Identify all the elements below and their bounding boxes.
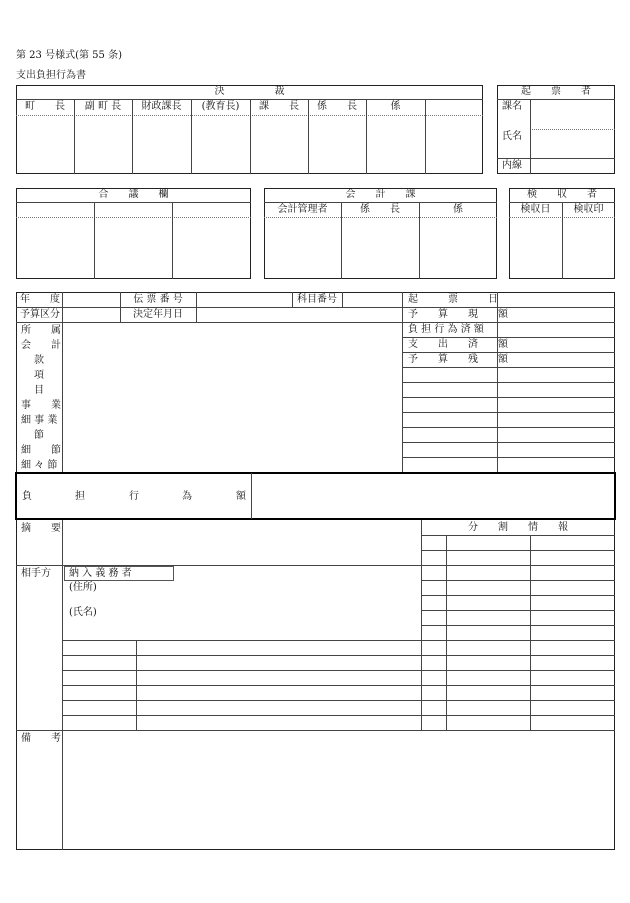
account-code-label: 科目番号 <box>297 294 337 305</box>
committed-amount-label: 負 担 行 為 済 額 <box>408 324 484 335</box>
budget-category-label: 予算区分 <box>20 309 60 320</box>
budget-remaining-label: 予 算 残 額 <box>408 354 508 365</box>
inspector-title: 検 収 者 <box>527 189 597 200</box>
draft-date-label: 起 票 日 <box>408 294 498 305</box>
accounting-col-staff: 係 <box>453 204 463 215</box>
approval-col-unit-chief: 係 長 <box>317 101 357 112</box>
form-title: 支出負担行為書 <box>16 70 86 81</box>
decision-date-label: 決定年月日 <box>133 309 183 320</box>
address-label: (住所) <box>69 582 97 593</box>
counterparty-label: 相手方 <box>21 568 51 579</box>
label-project: 事 業 <box>21 400 61 411</box>
drafter-dept-label: 課名 <box>502 101 522 112</box>
accounting-col-unit-chief: 係 長 <box>360 204 400 215</box>
installment-info-label: 分 割 情 報 <box>468 522 568 533</box>
approval-col-section-chief: 課 長 <box>259 101 299 112</box>
commit-char-1: 負 <box>22 491 32 502</box>
label-sub-setsu: 細 節 <box>21 445 61 456</box>
label-affiliation: 所 属 <box>21 325 61 336</box>
slip-number-label: 伝 票 番 号 <box>133 294 183 305</box>
drafter-ext-label: 内線 <box>502 160 522 171</box>
consultation-title: 合 議 欄 <box>98 189 169 200</box>
commit-char-3: 行 <box>129 491 139 502</box>
form-number: 第 23 号様式(第 55 条) <box>16 50 122 61</box>
label-accounting: 会 計 <box>21 340 61 351</box>
name-label: (氏名) <box>69 607 97 618</box>
label-sub-sub-setsu: 細 々 節 <box>21 460 58 471</box>
approval-col-deputy-mayor: 副 町 長 <box>84 101 122 112</box>
approval-col-mayor: 町 長 <box>25 101 65 112</box>
label-sub-project: 細 事 業 <box>21 415 58 426</box>
drafter-name-label: 氏名 <box>502 131 522 142</box>
inspector-col-date: 検収日 <box>520 204 551 215</box>
taxpayer-label: 納 入 義 務 者 <box>69 568 132 579</box>
spent-amount-label: 支 出 済 額 <box>408 339 508 350</box>
current-budget-label: 予 算 現 額 <box>408 309 508 320</box>
commit-char-4: 為 <box>182 491 192 502</box>
fiscal-year-label: 年 度 <box>20 294 60 305</box>
commit-char-2: 担 <box>75 491 85 502</box>
approval-col-staff: 係 <box>390 101 401 112</box>
commitment-amount-box <box>15 472 616 520</box>
accounting-title: 会 計 課 <box>345 189 416 200</box>
remarks-label: 備 考 <box>21 733 61 744</box>
label-setsu: 節 <box>34 430 44 441</box>
drafter-title: 起 票 者 <box>521 86 591 97</box>
label-kou: 項 <box>34 370 44 381</box>
inspector-col-seal: 検収印 <box>573 204 604 215</box>
approval-col-finance-chief: 財政課長 <box>141 101 182 112</box>
label-moku: 目 <box>34 385 44 396</box>
commit-char-5: 額 <box>236 491 246 502</box>
approval-title: 決 裁 <box>214 86 285 97</box>
approval-col-education: (教育長) <box>201 101 240 112</box>
label-kan: 款 <box>34 355 44 366</box>
accounting-col-manager: 会計管理者 <box>277 204 328 215</box>
summary-label: 摘 要 <box>21 523 61 534</box>
